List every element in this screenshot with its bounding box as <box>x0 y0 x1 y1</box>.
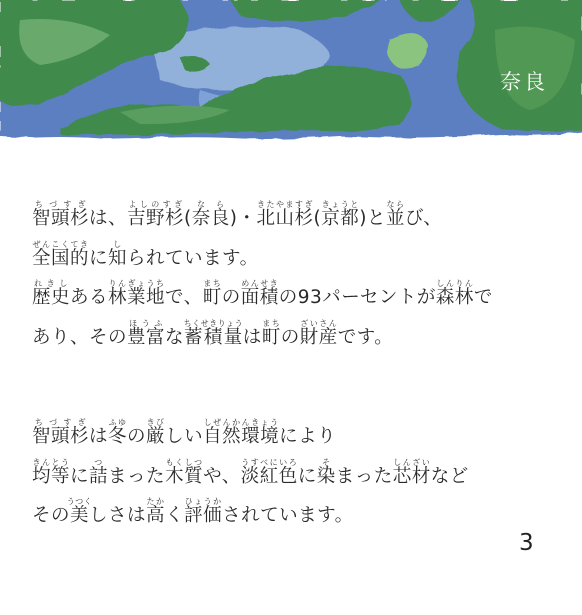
ruby-base: 木質 <box>165 465 204 487</box>
text-segment: は <box>242 326 262 348</box>
ruby-base: 詰 <box>89 465 109 487</box>
furigana: れきし <box>32 279 70 288</box>
furigana: ちづすぎ <box>32 418 89 427</box>
ruby-base: 蓄積量 <box>183 326 244 348</box>
ruby-word <box>32 418 90 447</box>
ruby-word <box>203 418 280 447</box>
ruby-base: 吉野杉 <box>127 208 185 229</box>
furigana: きび <box>146 418 166 427</box>
ruby-word <box>165 457 204 487</box>
text-segment: ( <box>184 208 192 229</box>
ruby-base: 智頭杉 <box>32 426 90 447</box>
text-segment: されています。 <box>222 505 354 526</box>
ruby-word <box>108 279 166 308</box>
furigana: もくしつ <box>165 457 204 467</box>
text-segment: ( <box>313 208 322 229</box>
ruby-base: 林業地 <box>108 287 166 308</box>
text-line <box>32 319 562 348</box>
watercolor-map-graphic <box>0 0 582 150</box>
ruby-word <box>32 239 90 269</box>
ruby-word <box>202 279 222 308</box>
ruby-base: 並 <box>385 208 405 229</box>
furigana: しぜんかんきょう <box>203 418 280 427</box>
ruby-word <box>146 418 166 447</box>
ruby-word <box>299 318 338 348</box>
ruby-base: 面積 <box>240 287 279 308</box>
ruby-word <box>385 200 405 229</box>
ruby-word <box>256 200 314 229</box>
text-line <box>32 497 562 526</box>
ruby-word <box>191 200 230 229</box>
text-segment: の <box>221 287 241 308</box>
furigana: しんりん <box>435 279 474 288</box>
map-label-nara: 奈良 <box>500 70 548 94</box>
ruby-base: 豊富 <box>127 326 166 348</box>
text-segment: しさは <box>89 505 147 526</box>
furigana: ちづすぎ <box>32 200 89 209</box>
furigana: ほうふ <box>127 318 166 328</box>
paragraph-1 <box>32 200 562 358</box>
furigana: まち <box>202 279 222 288</box>
text-segment: で、 <box>165 287 203 308</box>
furigana: なら <box>385 200 405 209</box>
text-segment: )と <box>359 208 386 229</box>
text-segment: の93パーセントが <box>278 287 436 308</box>
text-segment: です。 <box>337 326 394 348</box>
ruby-base: 芯材 <box>392 465 431 487</box>
ruby-base: 自然環境 <box>203 426 280 447</box>
ruby-base: 染 <box>316 465 336 487</box>
text-segment: に <box>297 465 317 487</box>
text-segment: その <box>32 505 71 526</box>
furigana: し <box>108 239 128 249</box>
text-segment: に <box>70 465 90 487</box>
ruby-base: 北山杉 <box>256 208 314 229</box>
ruby-word <box>240 279 279 308</box>
ruby-word <box>108 239 128 269</box>
ruby-base: 冬 <box>108 426 128 447</box>
ruby-base: 奈良 <box>191 208 230 229</box>
ruby-word <box>127 200 185 229</box>
ruby-word <box>66 497 93 526</box>
ruby-base: 美 <box>66 505 93 526</box>
ruby-word <box>184 497 223 526</box>
ruby-word <box>146 497 166 526</box>
text-segment: や、 <box>203 465 241 487</box>
furigana: ひょうか <box>184 497 223 506</box>
text-segment: られています。 <box>127 247 259 269</box>
ruby-base: 高 <box>146 505 166 526</box>
ruby-base: 全国的 <box>32 247 90 269</box>
furigana: きょうと <box>321 200 360 209</box>
ruby-base: 智頭杉 <box>32 208 90 229</box>
furigana: きんとう <box>32 457 71 467</box>
ruby-base: 町 <box>202 287 222 308</box>
text-segment: など <box>430 465 469 487</box>
furigana: よしのすぎ <box>127 200 185 209</box>
text-line <box>32 240 562 269</box>
ruby-base: 京都 <box>321 208 360 229</box>
text-segment: あり、その <box>32 326 128 348</box>
text-segment: な <box>165 326 185 348</box>
furigana: ふゆ <box>108 418 128 427</box>
text-segment: まった <box>108 465 166 487</box>
text-segment: は、 <box>89 208 128 229</box>
ruby-word <box>183 318 244 348</box>
ruby-base: 歴史 <box>32 287 71 308</box>
text-line <box>32 279 562 308</box>
ruby-word <box>261 318 281 348</box>
ruby-base: 財産 <box>299 326 338 348</box>
furigana: なら <box>191 200 230 209</box>
text-segment: により <box>279 426 337 447</box>
ruby-base: 厳 <box>146 426 166 447</box>
furigana: たか <box>146 497 166 506</box>
text-line <box>32 200 562 229</box>
text-segment: )・ <box>229 208 257 229</box>
furigana: めんせき <box>240 279 279 288</box>
furigana: ぜんこくてき <box>32 239 90 249</box>
map-illustration <box>0 0 582 150</box>
text-segment: の <box>280 326 300 348</box>
ruby-word <box>108 418 128 447</box>
ruby-base: 均等 <box>32 465 71 487</box>
ruby-word <box>127 318 166 348</box>
text-segment: は <box>89 426 109 447</box>
ruby-base: 淡紅色 <box>240 465 298 487</box>
ruby-word <box>89 457 109 487</box>
ruby-word <box>321 200 360 229</box>
ruby-word <box>32 279 71 308</box>
ruby-word <box>32 457 71 487</box>
text-segment: で <box>473 287 493 308</box>
text-segment: しい <box>165 426 204 447</box>
ruby-word <box>435 279 474 308</box>
text-line <box>32 418 562 447</box>
furigana: そ <box>316 457 336 467</box>
furigana: ちくせきりょう <box>183 318 244 328</box>
text-segment: ある <box>70 287 109 308</box>
furigana: つ <box>89 457 109 467</box>
furigana: きたやますぎ <box>256 200 314 209</box>
ruby-base: 評価 <box>184 505 223 526</box>
ruby-word <box>316 457 336 487</box>
furigana: まち <box>261 318 281 328</box>
text-segment: び、 <box>404 208 443 229</box>
ruby-base: 町 <box>261 326 281 348</box>
text-segment: に <box>89 247 109 269</box>
furigana: うつく <box>66 497 93 506</box>
page-number: 3 <box>519 530 534 556</box>
ruby-word <box>32 200 90 229</box>
furigana: しんざい <box>392 457 431 467</box>
furigana: ざいさん <box>299 318 338 328</box>
text-line <box>32 458 562 487</box>
ruby-base: 森林 <box>435 287 474 308</box>
text-segment: まった <box>335 465 393 487</box>
ruby-word <box>240 457 298 487</box>
text-segment: く <box>165 505 185 526</box>
ruby-base: 知 <box>108 247 128 269</box>
ruby-word <box>392 457 431 487</box>
paragraph-2 <box>32 418 562 537</box>
text-segment: の <box>127 426 147 447</box>
furigana: りんぎょうち <box>108 279 166 288</box>
furigana: うすべにいろ <box>240 457 298 467</box>
